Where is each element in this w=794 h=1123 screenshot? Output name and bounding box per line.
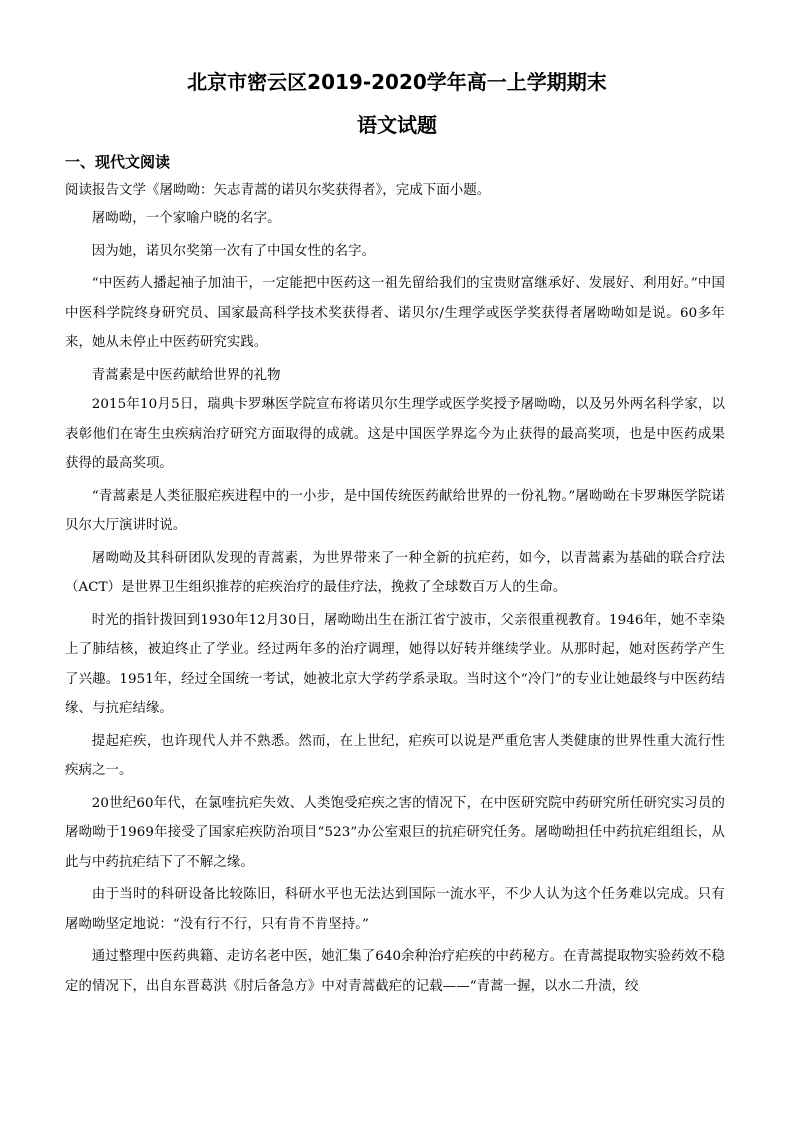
paragraph: 提起疟疾，也许现代人并不熟悉。然而，在上世纪，疟疾可以说是严重危害人类健康的世界性重大流行性疾病之一。	[65, 733, 725, 778]
reading-instruction: 阅读报告文学《屠呦呦：矢志青蒿的诺贝尔奖获得者》，完成下面小题。	[65, 182, 491, 198]
paragraph: 时光的指针拨回到1930年12月30日，屠呦呦出生在浙江省宁波市，父亲很重视教育。1946年，她不幸染上了肺结核，被迫终止了学业。经过两年多的治疗调理，她得以好转并继续学业。从那时起，她对医药学产生了兴趣。1951年，经过全国统一考试，她被北京大学药学系录取。当时这个“冷门”的专业让她最终与中医药结缘、与抗疟结缘。	[65, 612, 725, 716]
paragraph: 由于当时的科研设备比较陈旧，科研水平也无法达到国际一流水平，不少人认为这个任务难以完成。只有屠呦呦坚定地说：“没有行不行，只有肯不肯坚持。”	[65, 887, 725, 932]
paragraph: 因为她，诺贝尔奖第一次有了中国女性的名字。	[91, 243, 376, 259]
paragraph: 2015年10月5日，瑞典卡罗琳医学院宣布将诺贝尔生理学或医学奖授予屠呦呦，以及另外两名科学家，以表彰他们在寄生虫疾病治疗研究方面取得的成就。这是中国医学界迄今为止获得的最高奖项，也是中医药成果获得的最高奖项。	[65, 397, 725, 471]
article-body	[65, 204, 725, 1004]
section-heading: 一、现代文阅读	[65, 153, 171, 171]
document-subtitle: 语文试题	[357, 113, 437, 137]
paragraph: “中医药人播起袖子加油干，一定能把中医药这一祖先留给我们的宝贵财富继承好、发展好、利用好。”中国中医科学院终身研究员、国家最高科学技术奖获得者、诺贝尔/生理学或医学奖获得者屠呦呦如是说。60多年来，她从未停止中医药研究实践。	[65, 276, 725, 350]
paragraph: 通过整理中医药典籍、走访名老中医，她汇集了640余种治疗疟疾的中药秘方。在青蒿提取物实验药效不稳定的情况下，出自东晋葛洪《肘后备急方》中对青蒿截疟的记载——“青蒿一握，以水二升渍，绞	[65, 949, 725, 994]
article-subheading: 青蒿素是中医药献给世界的礼物	[91, 367, 281, 383]
paragraph: “青蒿素是人类征服疟疾进程中的一小步，是中国传统医药献给世界的一份礼物。”屠呦呦在卡罗琳医学院诺贝尔大厅演讲时说。	[65, 488, 725, 533]
paragraph: 屠呦呦及其科研团队发现的青蒿素，为世界带来了一种全新的抗疟药，如今，以青蒿素为基础的联合疗法（ACT）是世界卫生组织推荐的疟疾治疗的最佳疗法，挽救了全球数百万人的生命。	[65, 550, 725, 595]
paragraph: 屠呦呦，一个家喻户晓的名字。	[91, 211, 281, 226]
paragraph: 20世纪60年代，在氯喹抗疟失效、人类饱受疟疾之害的情况下，在中医研究院中药研究所任研究实习员的屠呦呦于1969年接受了国家疟疾防治项目“523”办公室艰巨的抗疟研究任务。屠呦呦担任中药抗疟组组长，从此与中药抗疟结下了不解之缘。	[65, 795, 725, 870]
document-title: 北京市密云区2019-2020学年高一上学期期末	[187, 70, 607, 94]
